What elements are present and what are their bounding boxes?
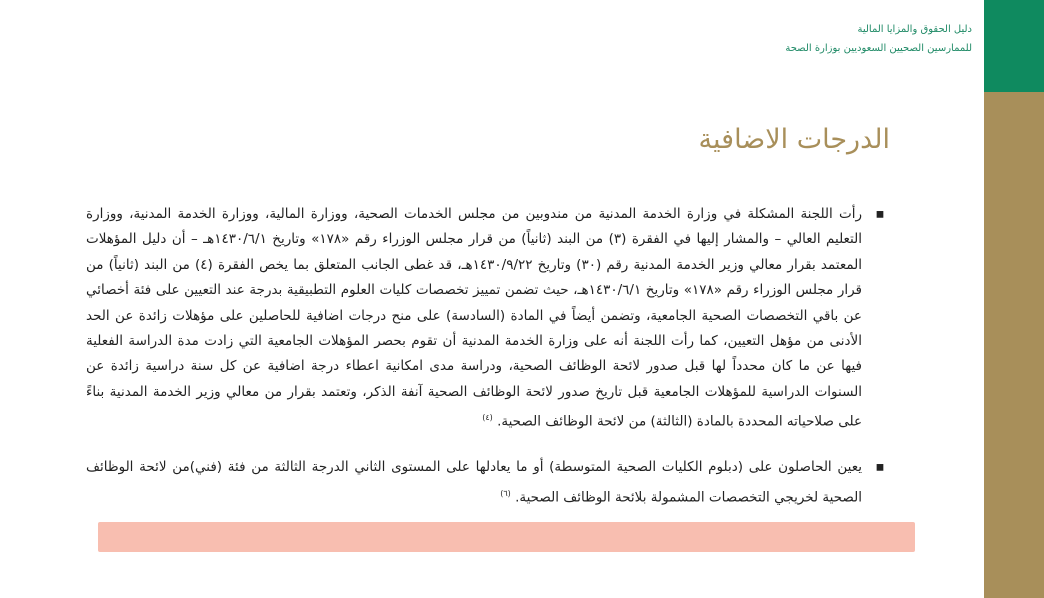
header-line-1: دليل الحقوق والمزايا المالية	[857, 24, 972, 35]
footnote-ref: (٤)	[482, 413, 493, 423]
list-item	[86, 455, 885, 510]
list-item	[86, 202, 885, 435]
side-band	[984, 0, 1044, 598]
footnote-ref: (٦)	[500, 488, 511, 498]
bullet-marker: ▪	[875, 206, 885, 222]
paragraph-text: رأت اللجنة المشكلة في وزارة الخدمة المدنية من مندوبين من مجلس الخدمات الصحية، ووزارة المالية، ووزارة الخدمة المدنية، ووزارة التعليم العالي – والمشار إليها في الفقرة (٣) من البند (ثانياً) من قرار مجلس الوزراء رقم «١٧٨» وتاريخ ١٤٣٠/٦/١هـ – أن دليل المؤهلات المعتمد بقرار معالي وزير الخدمة المدنية رقم (٣٠) وتاريخ ١٤٣٠/٩/٢٢هـ، قد غطى الجانب المتعلق بما يخص الفقرة (٤) من البند (ثانياً) من قرار مجلس الوزراء رقم «١٧٨» وتاريخ ١٤٣٠/٦/١هـ، حيث تضمن تمييز تخصصات كليات العلوم التطبيقية بدرجة عند التعيين على فئة أخصائي عن باقي التخصصات الصحية الجامعية، وتضمن أيضاً في المادة (السادسة) على منح درجات اضافية للحاصلين على مؤهلات زائدة عن الحد الأدنى من مؤهل التعيين، كما رأت اللجنة أنه على وزارة الخدمة المدنية أن تقوم بحصر المؤهلات الجامعية التي زادت مدة الدراسة الفعلية فيها عن ما كان محدداً لها قبل صدور لائحة الوظائف الصحية، ودراسة مدى امكانية اعطاء درجة اضافية عن كل سنة دراسية زائدة عن السنوات الدراسية للمؤهلات الجامعية قبل تاريخ صدور لائحة الوظائف الصحية آنفة الذكر، وتعتمد بقرار من معالي وزير الخدمة المدنية بناءً على صلاحياته المحددة بالمادة (الثالثة) من لائحة الوظائف الصحية.	[86, 206, 863, 430]
text-highlight	[98, 522, 915, 552]
bullet-marker: ▪	[875, 459, 885, 476]
content	[86, 202, 885, 510]
header-line-2: للممارسين الصحيين السعوديين بوزارة الصحة	[785, 43, 972, 54]
page-header	[785, 20, 972, 58]
green-block	[984, 0, 1044, 92]
page-title: الدرجات الاضافية	[698, 124, 890, 155]
paragraph-text: يعين الحاصلون على (دبلوم الكليات الصحية المتوسطة) أو ما يعادلها على المستوى الثاني الدرجة الثالثة من فئة (فني)من لائحة الوظائف الصحية لخريجي التخصصات المشمولة بلائحة الوظائف الصحية.	[86, 459, 862, 506]
